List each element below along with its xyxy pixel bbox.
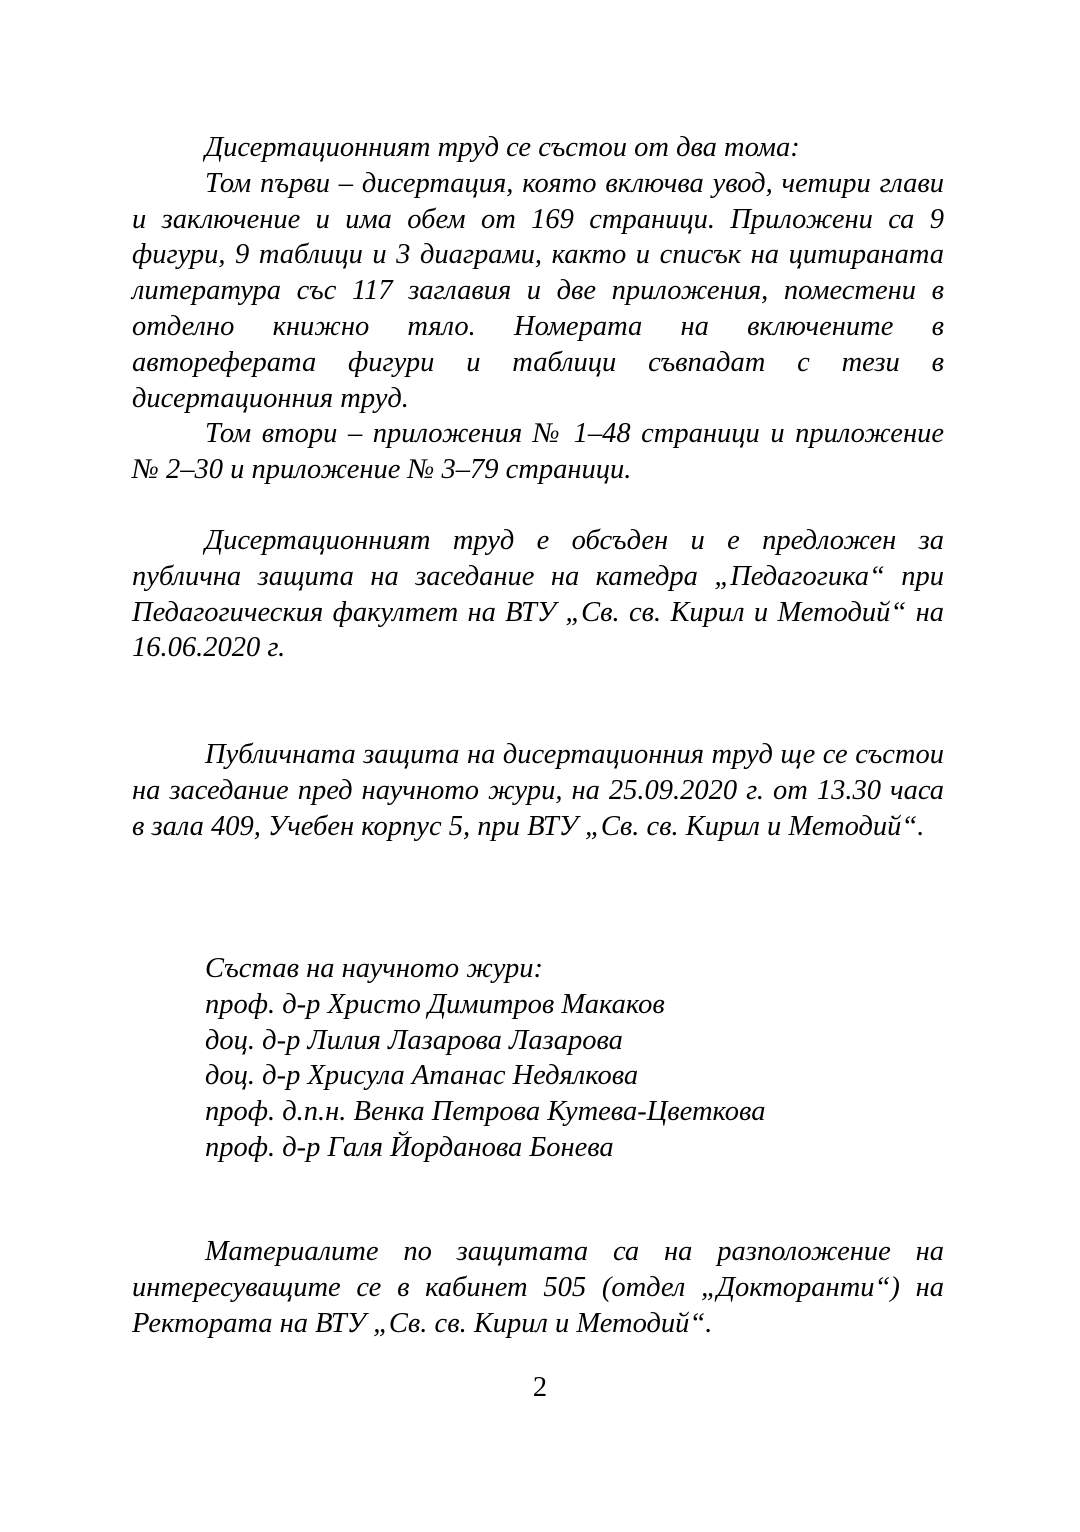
discussion-section [132,523,944,666]
materials-paragraph: Материалите по защитата са на разположение на интересуващите се в кабинет 505 (отдел „Докторанти“) на Ректората на ВТУ „Св. св. Кирил и Методий“. [132,1236,944,1339]
defense-section [132,737,944,844]
jury-member: проф. д-р Галя Йорданова Бонева [205,1131,614,1163]
jury-section [132,951,944,1166]
volumes-section [132,130,944,488]
jury-member: доц. д-р Лилия Лазарова Лазарова [205,1024,623,1056]
jury-member: проф. д-р Христо Димитров Макаков [205,988,665,1020]
materials-section [132,1234,944,1341]
jury-member: доц. д-р Хрисула Атанас Недялкова [205,1060,639,1092]
volumes-intro: Дисертационният труд се състои от два тома: [205,132,800,163]
discussion-paragraph: Дисертационният труд е обсъден и е предложен за публична защита на заседание на катедра „Педагогика“ при Педагогическия факултет на ВТУ „Св. св. Кирил и Методий“ на 16.06.2020 г. [132,525,944,664]
volume-one-description: Том първи – дисертация, която включва увод, четири глави и заключение и има обем от 169 страници. Приложени са 9 фигури, 9 таблици и 3 диаграми, както и списък на цитираната литература със 117 заглавия и две приложения, поместени в отделно книжно тяло. Номерата на включените в автореферата фигури и таблици съвпадат с тези в дисертационния труд. [132,167,944,414]
volume-two-description: Том втори – приложения № 1–48 страници и приложение № 2–30 и приложение № 3–79 страници. [132,418,944,486]
jury-list [132,951,944,1166]
jury-member: проф. д.п.н. Венка Петрова Кутева-Цветкова [205,1096,766,1128]
defense-paragraph: Публичната защита на дисертационния труд ще се състои на заседание пред научното жури, на 25.09.2020 г. от 13.30 часа в зала 409, Учебен корпус 5, при ВТУ „Св. св. Кирил и Методий“. [132,739,944,842]
page-number: 2 [532,1372,548,1403]
jury-title: Състав на научното жури: [205,953,544,984]
